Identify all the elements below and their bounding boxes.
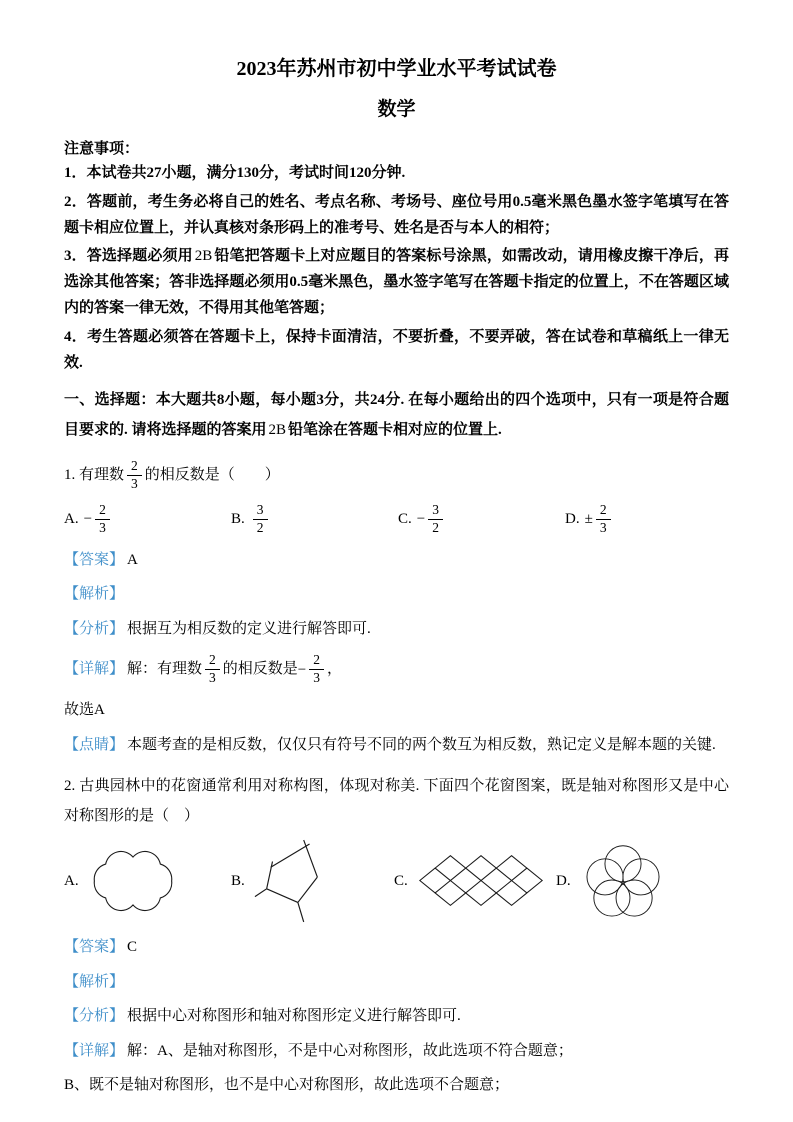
q1-xiangjie-text: 解：有理数 [127, 661, 203, 678]
q2-option-d: D. [556, 838, 667, 924]
q1-answer-value: A [127, 551, 138, 568]
q2-option-c: C. [394, 855, 556, 907]
page-title: 2023年苏州市初中学业水平考试试卷 [236, 58, 557, 80]
q1-option-d: D. ± $\frac{2}{3}$ [565, 502, 614, 537]
answer-tag: 【答案】 [64, 939, 125, 956]
jiexi-tag: 【解析】 [64, 973, 125, 990]
question-2-stem: 2. 古典园林中的花窗通常利用对称构图，体现对称美. 下面四个花窗图案，既是轴对称图形又是中心对称图形的是（ ） [64, 778, 729, 825]
q1-dianjing-text: 本题考查的是相反数，仅仅只有符号不同的两个数互为相反数，熟记定义是解本题的关键. [127, 736, 716, 753]
cloud-scalloped-window-icon [87, 850, 179, 912]
fraction-two-thirds: $\frac{2}{3}$ [127, 458, 142, 493]
pencil-grade-2b: 2B [268, 422, 287, 439]
q2-fenxi-text: 根据中心对称图形和轴对称图形定义进行解答即可. [127, 1008, 461, 1025]
q1-option-c: C. − $\frac{3}{2}$ [398, 502, 565, 537]
q1-fenxi-line [64, 618, 729, 641]
answer-tag: 【答案】 [64, 551, 125, 568]
q1-xiangjie-text-end: ， [327, 661, 343, 678]
q2-fenxi-line [64, 1005, 729, 1028]
q1-answer-line [64, 549, 729, 572]
q1-option-b: B. $\frac{3}{2}$ [231, 502, 398, 537]
q1-conclusion: 故选A [64, 702, 105, 719]
jiexi-tag: 【解析】 [64, 586, 125, 603]
notice-item-2: 2．答题前，考生务必将自己的姓名、考点名称、考场号、座位号用0.5毫米黑色墨水签字笔填写在答题卡相应位置上，并认真核对条形码上的准考号、姓名是否与本人的相符； [64, 193, 729, 236]
flower-petal-window-icon [579, 838, 667, 924]
q2-jiexi-line [64, 971, 729, 994]
minus-sign: − [416, 511, 426, 527]
question-2-options [64, 838, 729, 924]
fraction-two-thirds: $\frac{2}{3}$ [205, 652, 220, 687]
notice-item-3 [64, 244, 729, 321]
question-1-stem [64, 458, 729, 493]
fraction: $\frac{3}{2}$ [253, 502, 268, 537]
dianjing-tag: 【点睛】 [64, 736, 125, 753]
section-heading-text-cont: 铅笔涂在答题卡相对应的位置上. [288, 422, 502, 439]
q2-answer-line [64, 936, 729, 959]
abstract-line-window-icon [253, 838, 331, 924]
page-subtitle: 数学 [377, 99, 416, 120]
q2-xiangjie-line-b: B、既不是轴对称图形，也不是中心对称图形，故此选项不合题意； [64, 1077, 510, 1094]
fraction-two-thirds: $\frac{2}{3}$ [309, 652, 324, 687]
notice-heading: 注意事项： [64, 141, 140, 157]
section-1-heading [64, 385, 729, 445]
q1-jiexi-line [64, 583, 729, 606]
fraction: $\frac{2}{3}$ [596, 502, 611, 537]
q1-xiangjie-line [64, 652, 729, 687]
fenxi-tag: 【分析】 [64, 620, 125, 637]
pencil-grade-2b: 2B [194, 248, 213, 265]
negative-fraction [298, 652, 327, 687]
xiangjie-tag: 【详解】 [64, 661, 125, 678]
fraction: $\frac{3}{2}$ [428, 502, 443, 537]
q1-option-a: A. − $\frac{2}{3}$ [64, 502, 231, 537]
question-1-options [64, 502, 729, 537]
xiangjie-tag: 【详解】 [64, 1042, 125, 1059]
plus-minus-sign: ± [584, 511, 593, 527]
q1-stem-text-cont: 的相反数是（ ） [144, 467, 280, 484]
fraction: $\frac{2}{3}$ [95, 502, 110, 537]
minus-sign: − [83, 511, 93, 527]
section-heading-text: 一、选择题：本大题共8小题，每小题3分，共24分. 在每小题给出的四个选项中，只有一项是符合题目要求的. 请将选择题的答案用 [64, 392, 729, 439]
fenxi-tag: 【分析】 [64, 1008, 125, 1025]
q2-option-b: B. [231, 838, 394, 924]
notice-item-3-text: 3．答选择题必须用 [64, 248, 193, 265]
q2-xiangjie-text-a: 解：A、是轴对称图形，不是中心对称图形，故此选项不符合题意； [127, 1042, 573, 1059]
q1-dianjing-line [64, 734, 729, 757]
q1-fenxi-text: 根据互为相反数的定义进行解答即可. [127, 620, 371, 637]
q1-stem-text: 1. 有理数 [64, 467, 125, 484]
notice-item-3-text-cont: 铅笔把答题卡上对应题目的答案标号涂黑，如需改动，请用橡皮擦干净后，再选涂其他答案；答非选择题必须用0.5毫米黑色，墨水签字笔写在答题卡指定的位置上，不在答题区域内的答案一律无效，不得用其他笔答题； [64, 248, 729, 316]
q2-option-a: A. [64, 850, 231, 912]
minus-sign: − [297, 661, 307, 678]
notice-item-1: 1．本试卷共27小题，满分130分，考试时间120分钟. [64, 165, 406, 181]
q2-answer-value: C [127, 939, 138, 956]
q1-xiangjie-text-mid: 的相反数是 [222, 661, 298, 678]
notice-item-4: 4．考生答题必须答在答题卡上，保持卡面清洁，不要折叠，不要弄破，答在试卷和草稿纸上一律无效. [64, 328, 729, 371]
diamond-lattice-window-icon [416, 855, 546, 907]
q2-xiangjie-line-a [64, 1040, 729, 1063]
